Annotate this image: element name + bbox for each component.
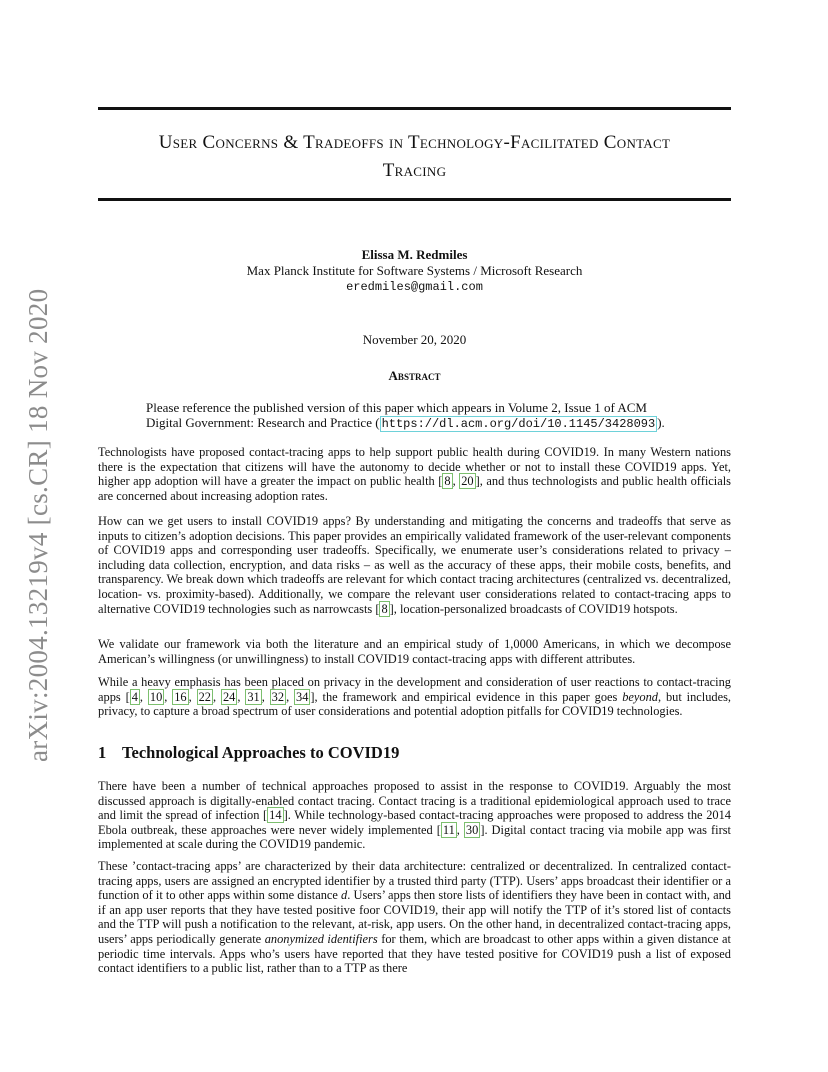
- title-rule-bottom: [98, 198, 731, 201]
- citation-separator: ,: [452, 474, 460, 489]
- title-rule-top: [98, 107, 731, 110]
- section1-paragraph-1: [98, 779, 731, 852]
- text: . Users’ apps then store lists of identifiers they have been in contact with, and if an app user reports that they have tested positive foor COVID19, their app will notify the TTP of it’s stored list of contacts and the TTP will push a notification to the relevant, at-risk, app users. On the other hand, in decentralized contact-tracing apps, users’ apps periodically generate: [98, 888, 732, 946]
- emphasis: d: [341, 888, 348, 903]
- doi-link[interactable]: https://dl.acm.org/doi/10.1145/3428093: [381, 417, 656, 431]
- text: While a heavy emphasis has been placed on privacy in the development and consideration of user reactions to contact-tracing apps [: [98, 675, 731, 704]
- text: ]. While technology-based contact-tracing approaches were proposed to address the 2014 Ebola outbreak, these approaches were never widely implemented [: [98, 808, 731, 837]
- text: ], the framework and empirical evidence in this paper goes: [310, 689, 623, 704]
- citation-link[interactable]: 8: [444, 474, 451, 489]
- abstract-paragraph-3: We validate our framework via both the literature and an empirical study of 1,0000 Americans, in which we decompose American’s willingness (or unwillingness) to install COVID19 contact-tracing apps with different attributes.: [98, 637, 731, 666]
- text: ]. Digital contact tracing via mobile app was first implemented at scale during the COVID19 pandemic.: [98, 822, 731, 852]
- citation-link[interactable]: 14: [269, 808, 282, 823]
- citation-separator: ,: [456, 822, 464, 837]
- section-number: 1: [98, 743, 107, 762]
- citation-link[interactable]: 10: [149, 689, 163, 704]
- text: These ’contact-tracing apps’ are characterized by their data architecture: centralized or decentralized. In centralized contact-tracing apps, users are assigned an encrypted identifier by a trusted third party (TTP). Users’ apps broadcast their identifier or a function of it to other apps within some distance: [98, 859, 731, 903]
- citation-link[interactable]: 22: [198, 689, 211, 704]
- title-line-2: Tracing: [382, 160, 447, 181]
- citation-link[interactable]: 30: [465, 822, 479, 837]
- author-email[interactable]: eredmiles@gmail.com: [346, 280, 483, 294]
- text: , but includes, privacy, to capture a broad spectrum of user considerations and potential adoption pitfalls for COVID19 technologies.: [98, 689, 732, 719]
- emphasis: beyond: [622, 689, 658, 704]
- arxiv-id-text: arXiv:2004.13219v4 [cs.CR] 18 Nov 2020: [23, 288, 53, 762]
- abstract-paragraph-2: [98, 514, 731, 616]
- text: There have been a number of technical approaches proposed to assist in the response to COVID19. Arguably the most discussed approach is digitally-enabled contact tracing. Contact tracing is a traditional epidemiological approach used to trace and limit the spread of infection [: [98, 779, 731, 823]
- author-affiliation: Max Planck Institute for Software Systems / Microsoft Research: [246, 263, 583, 278]
- citation-link[interactable]: 31: [247, 689, 260, 704]
- citation-link[interactable]: 11: [442, 822, 455, 837]
- paper-title: [98, 129, 731, 185]
- abstract-note: [146, 400, 683, 432]
- abstract-paragraph-1: [98, 445, 731, 503]
- paper-date: November 20, 2020: [362, 332, 467, 347]
- author-block: [98, 247, 731, 295]
- arxiv-identifier: [22, 282, 54, 762]
- section-title: Technological Approaches to COVID19: [122, 743, 400, 762]
- citation-link[interactable]: 8: [381, 601, 388, 616]
- text: ], location-personalized broadcasts of COVID19 hotspots.: [389, 601, 678, 616]
- section1-paragraph-2: [98, 859, 731, 976]
- text: How can we get users to install COVID19 apps? By understanding and mitigating the concerns and tradeoffs that serve as inputs to citizen’s adoption decisions. This paper provides an empirically validated framework of the user-relevant components of COVID19 apps and corresponding user tradeoffs. Specifically, we enumerate user’s considerations related to privacy – including data collection, encryption, and data risks – as well as the accuracy of these apps, their mobile costs, benefits, and transparency. We break down which tradeoffs are relevant for which contact tracing architectures (centralized vs. decentralized, location- vs. proximity-based). Additionally, we compare the relevant user considerations related to contact-tracing apps to alternative COVID19 technologies such as narrowcasts [: [98, 514, 731, 616]
- text: for them, which are broadcast to other apps within a given distance at periodic time intervals. Apps who’s users have reported that they have tested positive for COVID19 push a list of exposed contact identifiers to a public list, rather than to a TTP as there: [98, 931, 731, 976]
- abstract-note-text: Please reference the published version of this paper which appears in Volume 2, Issue 1 of ACM Digital Government: Research and Practice (: [146, 400, 647, 430]
- citation-link[interactable]: 34: [296, 689, 309, 704]
- citation-link[interactable]: 20: [461, 474, 474, 489]
- citation-link[interactable]: 24: [222, 689, 236, 704]
- citation-link[interactable]: 32: [271, 689, 285, 704]
- author-name: Elissa M. Redmiles: [361, 247, 468, 262]
- citation-link[interactable]: 4: [131, 689, 138, 704]
- title-line-1: User Concerns & Tradeoffs in Technology-Facilitated Contact: [158, 132, 671, 153]
- emphasis: anonymized identifiers: [264, 931, 378, 946]
- text: ], and thus technologists and public health officials are concerned about increasing adoption rates.: [98, 474, 731, 503]
- abstract-note-end: ).: [657, 415, 665, 430]
- citation-link[interactable]: 16: [174, 689, 187, 704]
- text: Technologists have proposed contact-tracing apps to help support public health during COVID19. In many Western nations there is the expectation that citizens will have the autonomy to decide whether or not to install these COVID19 apps. Yet, higher app adoption will have a greater the impact on public health [: [98, 445, 731, 489]
- abstract-paragraph-4: While a heavy emphasis has been placed on privacy in the development and consideration of user reactions to contact-tracing apps [ 4 , 10 , 16 , 22 , 24 , 31 , 32 , 34 ], the framework and empirical evidence in this paper goes beyond, but includes, privacy, to capture a broad spectrum of user considerations and potential adoption pitfalls for COVID19 technologies.: [98, 675, 732, 719]
- section-heading: [98, 743, 731, 763]
- abstract-heading: Abstract: [388, 368, 441, 383]
